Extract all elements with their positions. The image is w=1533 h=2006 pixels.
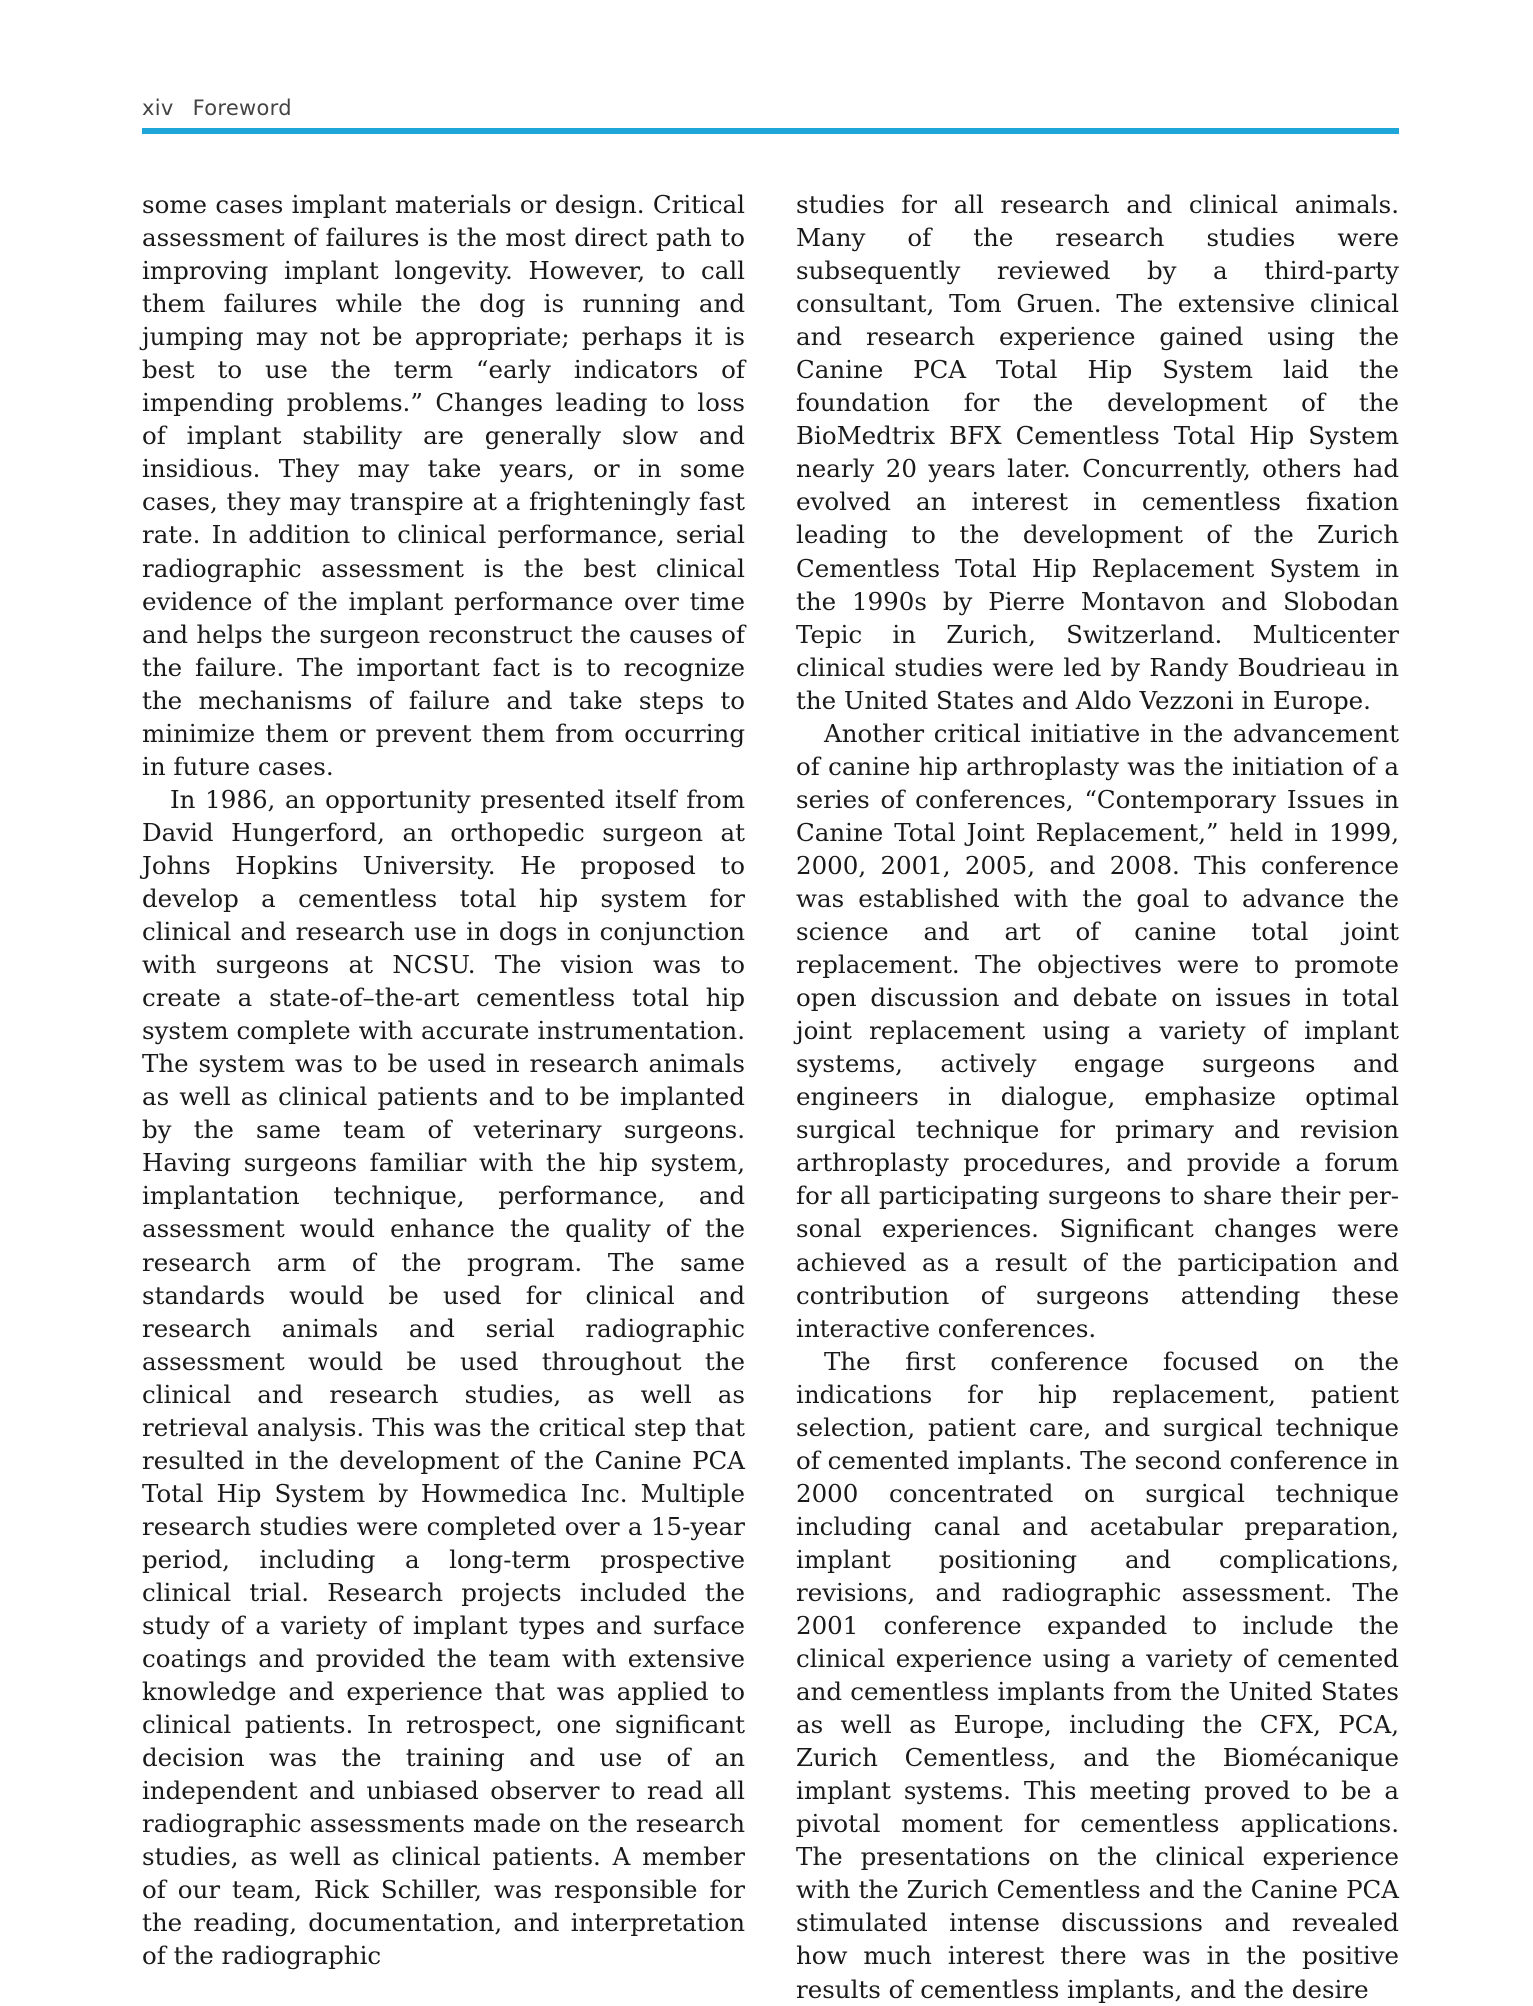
right-column bbox=[796, 188, 1399, 2006]
left-column bbox=[142, 188, 745, 1973]
paragraph: The first conference focused on the indications for hip replacement, patient selection, patient care, and surgical technique of cemented implants. The second conference in 2000 concentrated on surgical technique including canal and acetabular preparation, implant positioning and complications, revisions, and radiographic assessment. The 2001 conference expanded to include the clinical experience using a variety of cemented and cementless implants from the United States as well as Europe, including the CFX, PCA, Zurich Cementless, and the Biomécanique implant systems. This meeting proved to be a pivotal moment for cementless applications. The presentations on the clinical experience with the Zurich Cementless and the Canine PCA stimulated intense discussions and revealed how much interest there was in the positive results of cementless implants, and the desire bbox=[796, 1346, 1399, 2004]
paragraph: some cases implant materials or design. Critical assessment of failures is the most direct path to improving implant longevity. However, to call them failures while the dog is running and jumping may not be appropriate; perhaps it is best to use the term “early indicators of impending problems.” Changes leading to loss of implant stability are generally slow and insidious. They may take years, or in some cases, they may transpire at a frighteningly fast rate. In addition to clinical performance, serial radiographic assessment is the best clinical evidence of the implant performance over time and helps the surgeon reconstruct the causes of the failure. The important fact is to recognize the mechanisms of failure and take steps to minimize them or prevent them from occurring in future cases. bbox=[142, 190, 745, 781]
paragraph: In 1986, an opportunity presented itself from David Hungerford, an orthopedic surgeon at Johns Hopkins University. He proposed to develop a cementless total hip system for clinical and research use in dogs in conjunction with surgeons at NCSU. The vision was to create a state-of–the-art cementless total hip system complete with accurate instrumentation. The system was to be used in research animals as well as clinical patients and to be implanted by the same team of veterinary surgeons. Having surgeons familiar with the hip system, implantation technique, performance, and assessment would enhance the quality of the research arm of the program. The same standards would be used for clinical and research animals and serial radiographic assessment would be used throughout the clinical and research studies, as well as retrieval analysis. This was the critical step that resulted in the development of the Canine PCA Total Hip System by Howmedica Inc. Multiple research studies were completed over a 15-year period, including a long-term prospective clinical trial. Research projects included the study of a variety of implant types and surface coatings and provided the team with extensive knowledge and experience that was applied to clinical patients. In retrospect, one significant decision was the training and use of an independent and unbiased observer to read all radiographic assessments made on the research studies, as well as clinical patients. A member of our team, Rick Schiller, was responsible for the reading, documentation, and interpretation of the radiographic bbox=[142, 784, 745, 1971]
section-title: Foreword bbox=[192, 96, 292, 120]
paragraph: Another critical initiative in the advancement of canine hip arthroplasty was the initiation of a series of conferences, “Contemporary Issues in Canine Total Joint Replacement,” held in 1999, 2000, 2001, 2005, and 2008. This conference was established with the goal to advance the science and art of canine total joint replacement. The objectives were to promote open discussion and debate on issues in total joint replacement using a variety of implant systems, actively engage surgeons and engineers in dialogue, emphasize optimal surgical technique for primary and revision arthroplasty procedures, and provide a forum for all participating surgeons to share their personal experiences. Significant changes were achieved as a result of the participation and contribution of surgeons attending these interactive conferences. bbox=[796, 718, 1399, 1343]
page-number: xiv bbox=[142, 96, 174, 120]
paragraph: studies for all research and clinical animals. Many of the research studies were subsequently reviewed by a third-party consultant, Tom Gruen. The extensive clinical and research experience gained using the Canine PCA Total Hip System laid the foundation for the development of the BioMedtrix BFX Cementless Total Hip System nearly 20 years later. Concurrently, others had evolved an interest in cementless fixation leading to the development of the Zurich Cementless Total Hip Replacement System in the 1990s by Pierre Montavon and Slobodan Tepic in Zurich, Switzerland. Multicenter clinical studies were led by Randy Boudrieau in the United States and Aldo Vezzoni in Europe. bbox=[796, 190, 1399, 715]
header-rule bbox=[142, 128, 1399, 134]
running-head bbox=[142, 96, 292, 120]
